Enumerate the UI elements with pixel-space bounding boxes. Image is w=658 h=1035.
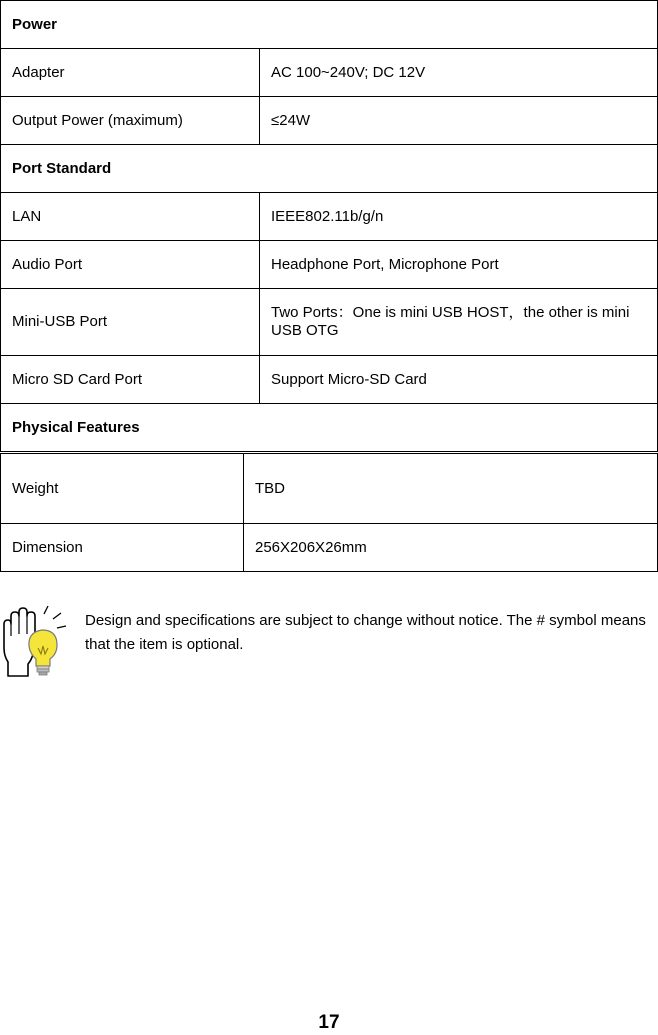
spec-value-adapter: AC 100~240V; DC 12V (260, 49, 658, 97)
section-row-power (1, 1, 658, 49)
spec-label-micro-sd-port: Micro SD Card Port (1, 356, 260, 404)
spec-label-lan: LAN (1, 193, 260, 241)
spec-value-dimension: 256X206X26mm (244, 524, 658, 572)
note-text: Design and specifications are subject to change without notice. The # symbol means that the item is optional. (85, 612, 646, 653)
section-heading-power: Power (1, 1, 658, 49)
spec-table-lower (0, 453, 658, 572)
spec-value-audio-port: Headphone Port, Microphone Port (260, 241, 658, 289)
table-row (1, 97, 658, 145)
spec-table-upper (0, 0, 658, 452)
spec-label-mini-usb-port: Mini-USB Port (1, 289, 260, 356)
section-heading-physical-features: Physical Features (1, 404, 658, 452)
page-number: 17 (318, 1012, 340, 1033)
section-row-port-standard (1, 145, 658, 193)
spec-value-weight: TBD (244, 454, 658, 524)
spec-label-weight: Weight (1, 454, 244, 524)
note-block (0, 598, 658, 678)
section-heading-port-standard: Port Standard (1, 145, 658, 193)
table-row (1, 356, 658, 404)
table-row (1, 49, 658, 97)
table-row (1, 524, 658, 572)
section-row-physical-features (1, 404, 658, 452)
table-row (1, 454, 658, 524)
spec-value-micro-sd-port: Support Micro-SD Card (260, 356, 658, 404)
spec-value-output-power: ≤24W (260, 97, 658, 145)
table-row (1, 241, 658, 289)
spec-value-mini-usb-port: Two Ports：One is mini USB HOST，the other is mini USB OTG (260, 289, 658, 356)
spec-value-lan: IEEE802.11b/g/n (260, 193, 658, 241)
spec-label-dimension: Dimension (1, 524, 244, 572)
table-row (1, 289, 658, 356)
hand-lightbulb-icon (0, 598, 72, 678)
table-row (1, 193, 658, 241)
spec-label-adapter: Adapter (1, 49, 260, 97)
spec-label-audio-port: Audio Port (1, 241, 260, 289)
spec-label-output-power: Output Power (maximum) (1, 97, 260, 145)
